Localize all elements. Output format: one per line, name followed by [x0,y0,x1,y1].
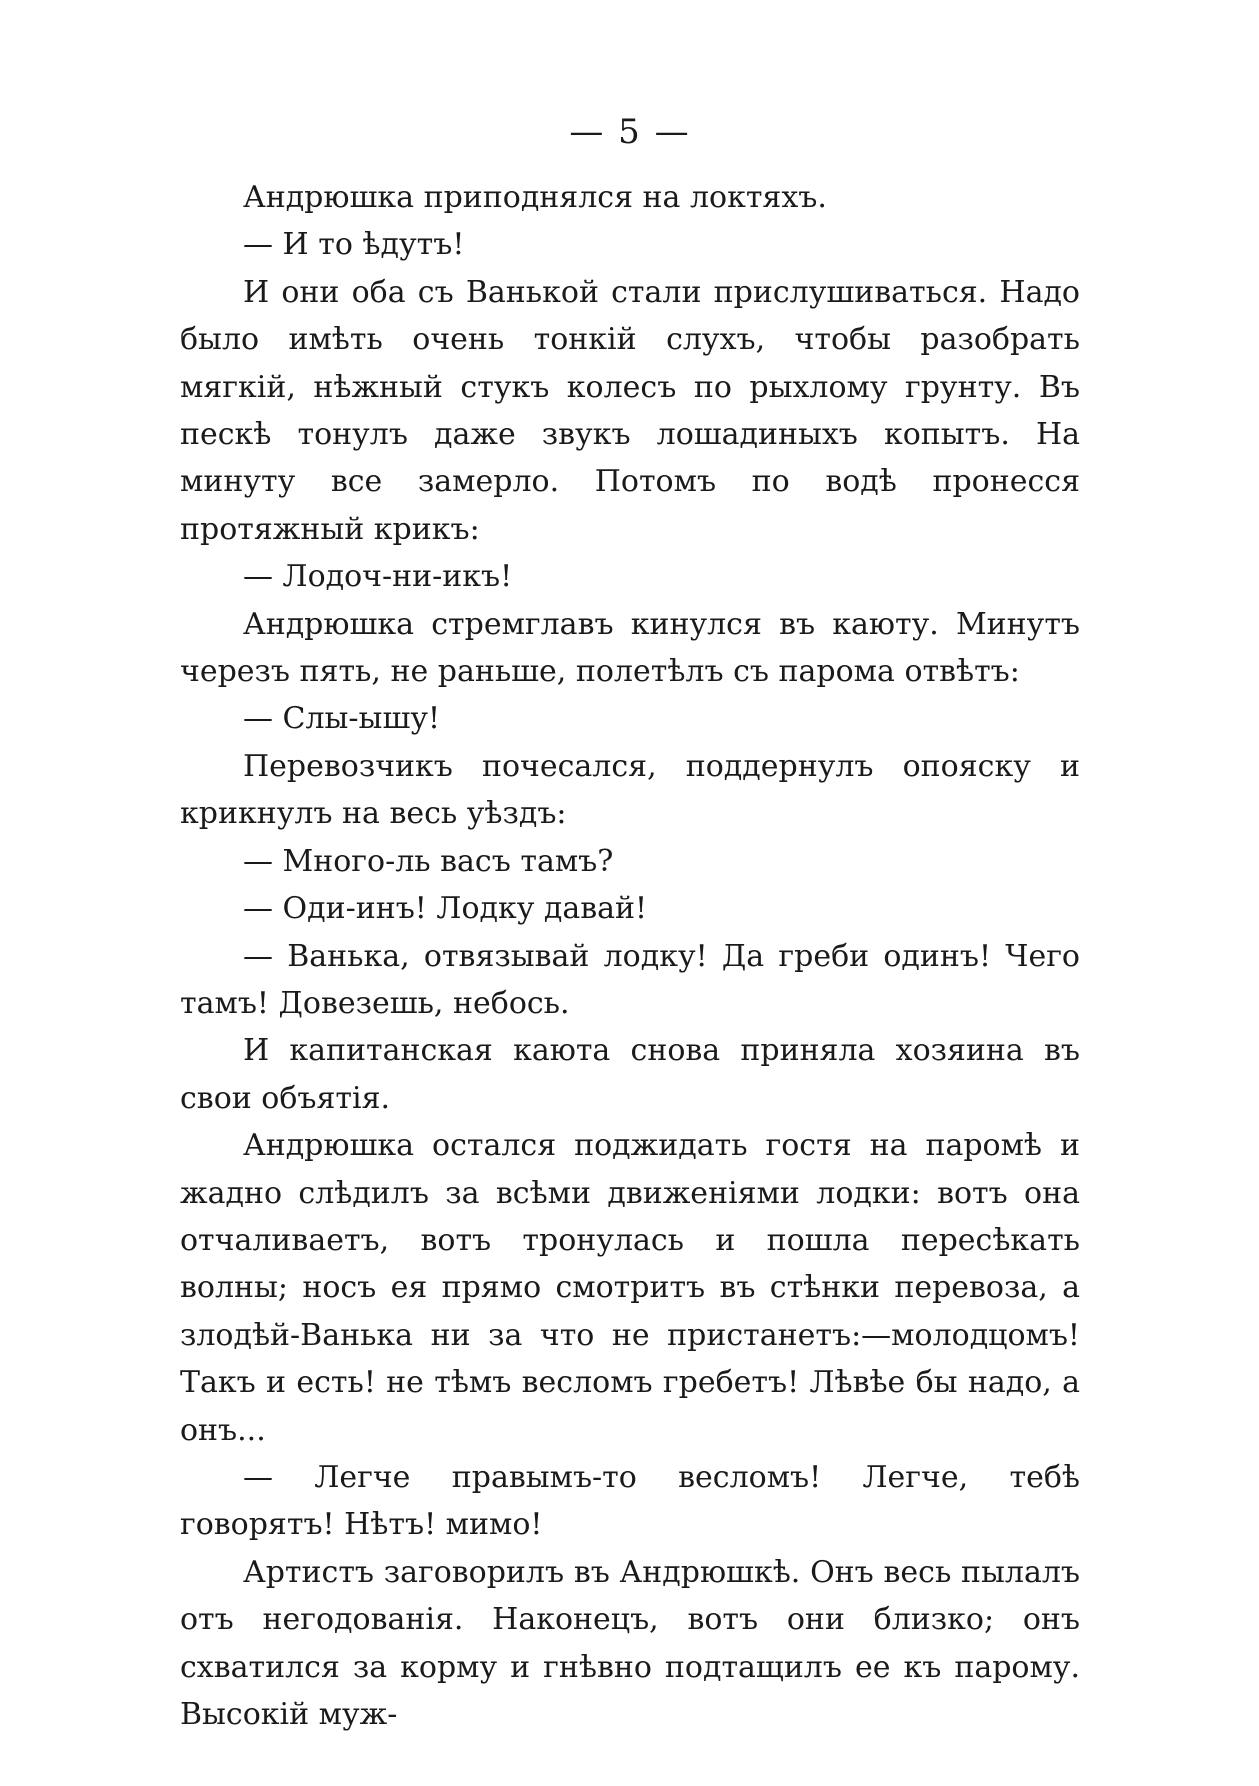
book-page [180,110,1080,1738]
paragraph: — Легче правымъ-то весломъ! Легче, тебѣ говорятъ! Нѣтъ! мимо! [180,1459,1080,1543]
page-text [180,174,1080,1738]
paragraph: Андрюшка приподнялся на локтяхъ. [243,180,827,215]
paragraph: Перевозчикъ почесался, поддернулъ опояску и крикнулъ на весь уѣздъ: [180,748,1080,832]
paragraph: — Лодоч-ни-икъ! [243,559,513,595]
paragraph: И они оба съ Ванькой стали прислушиваться. Надо было имѣть очень тонкій слухъ, чтобы разобрать мягкій, нѣжный стукъ колесъ по рыхлому грунту. Въ пескѣ тонулъ даже звукъ лошадиныхъ копытъ. На минуту все замерло. Потомъ по водѣ пронесся протяжный крикъ: [180,274,1080,547]
paragraph: Андрюшка стремглавъ кинулся въ каюту. Минутъ черезъ пять, не раньше, полетѣлъ съ парома отвѣтъ: [180,606,1080,690]
paragraph: — Много-ль васъ тамъ? [243,843,614,879]
paragraph: — Ванька, отвязывай лодку! Да греби одинъ! Чего тамъ! Довезешь, небось. [180,938,1080,1021]
paragraph: — И то ѣдутъ! [243,227,465,263]
paragraph: — Слы-ышу! [243,701,441,737]
paragraph: Артистъ заговорилъ въ Андрюшкѣ. Онъ весь пылалъ отъ негодованія. Наконецъ, вотъ они близко; онъ схватился за корму и гнѣвно подтащилъ ее къ парому. Высокій муж- [180,1554,1080,1732]
paragraph: Андрюшка остался поджидать гостя на паромѣ и жадно слѣдилъ за всѣми движеніями лодки: вотъ она отчаливаетъ, вотъ тронулась и пошла пересѣкать волны; носъ ея прямо смотритъ въ стѣнки перевоза, а злодѣй-Ванька ни за что не пристанетъ:—молодцомъ! Такъ и есть! не тѣмъ весломъ гребетъ! Лѣвѣе бы надо, а онъ... [180,1128,1080,1448]
paragraph: — Оди-инъ! Лодку давай! [243,891,648,927]
paragraph: И капитанская каюта снова приняла хозяина въ свои объятія. [180,1033,1080,1116]
page-number: — 5 — [569,112,691,152]
